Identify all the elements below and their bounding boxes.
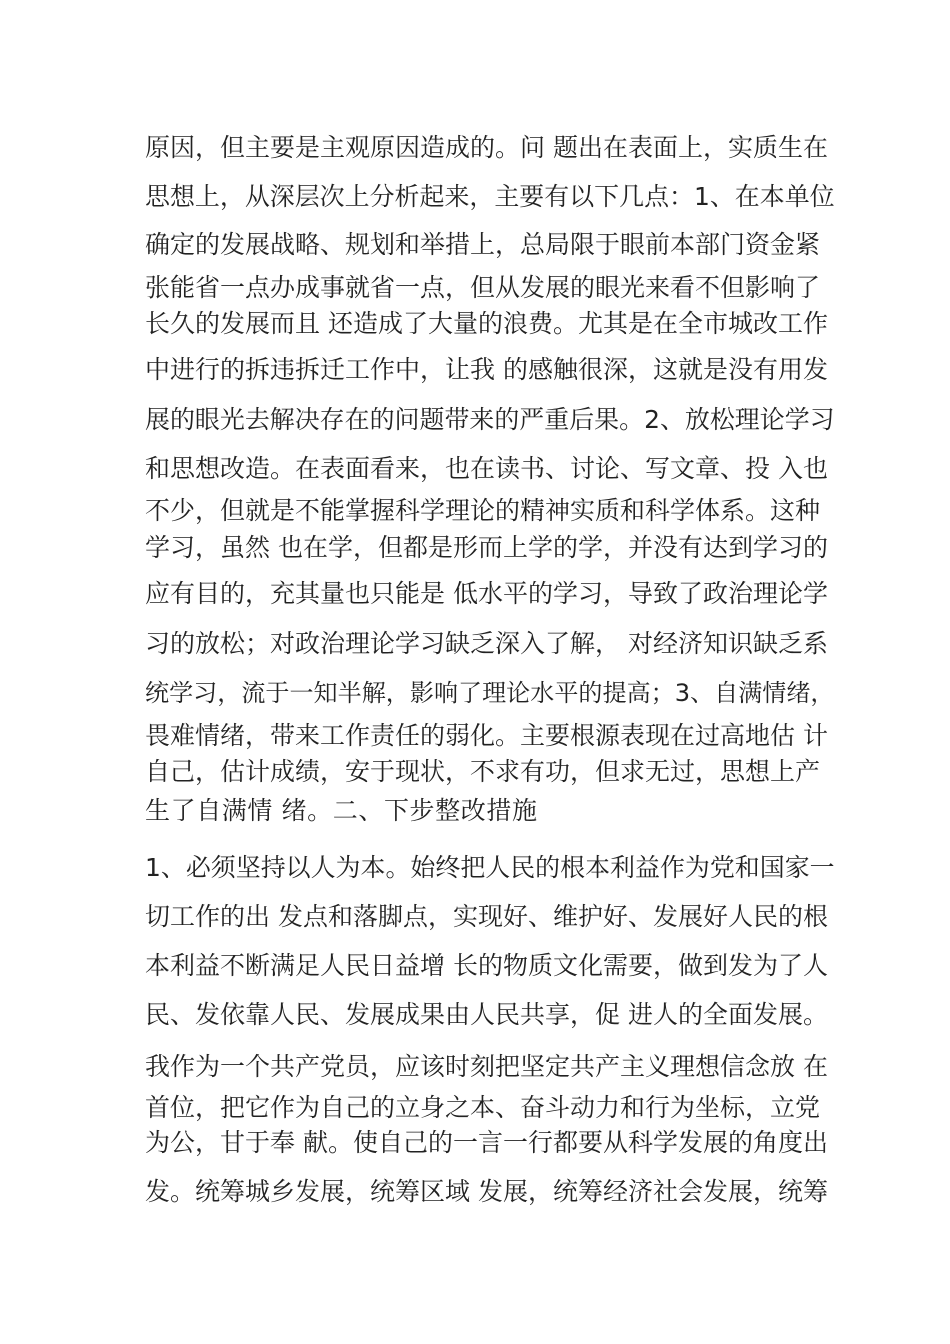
- text-line: 自己，估计成绩，安于现状，不求有功，但求无过，思想上产: [145, 757, 821, 786]
- text-line: 切工作的出 发点和落脚点，实现好、维护好、发展好人民的根: [145, 902, 828, 931]
- text-line: 学习，虽然 也在学，但都是形而上学的学，并没有达到学习的: [145, 533, 828, 562]
- text-line: 原因，但主要是主观原因造成的。问 题出在表面上，实质生在: [145, 133, 828, 162]
- text-line: 发。统筹城乡发展，统筹区域 发展，统筹经济社会发展，统筹: [145, 1177, 828, 1206]
- text-line: 为公，甘于奉 献。使自己的一言一行都要从科学发展的角度出: [145, 1128, 828, 1157]
- text-line: 确定的发展战略、规划和举措上，总局限于眼前本部门资金紧: [145, 230, 821, 259]
- text-line: 思想上，从深层次上分析起来，主要有以下几点：1、在本单位: [145, 182, 835, 211]
- text-line: 展的眼光去解决存在的问题带来的严重后果。2、放松理论学习: [145, 405, 835, 434]
- text-line: 民、发依靠人民、发展成果由人民共享，促 进人的全面发展。: [145, 1000, 828, 1029]
- text-line: 1、必须坚持以人为本。始终把人民的根本利益作为党和国家一: [145, 853, 835, 882]
- text-line: 我作为一个共产党员，应该时刻把坚定共产主义理想信念放 在: [145, 1052, 828, 1081]
- text-line: 张能省一点办成事就省一点，但从发展的眼光来看不但影响了: [145, 273, 821, 302]
- text-line: 和思想改造。在表面看来，也在读书、讨论、写文章、投 入也: [145, 454, 828, 483]
- text-line: 生了自满情 绪。二、下步整改措施: [145, 796, 538, 825]
- text-line: 习的放松；对政治理论学习缺乏深入了解， 对经济知识缺乏系: [145, 629, 828, 658]
- text-line: 不少，但就是不能掌握科学理论的精神实质和科学体系。这种: [145, 496, 821, 525]
- text-line: 统学习，流于一知半解，影响了理论水平的提高；3、自满情绪，: [145, 679, 835, 707]
- text-line: 畏难情绪，带来工作责任的弱化。主要根源表现在过高地估 计: [145, 721, 828, 750]
- text-line: 首位，把它作为自己的立身之本、奋斗动力和行为坐标，立党: [145, 1093, 821, 1122]
- text-line: 中进行的拆违拆迁工作中，让我 的感触很深，这就是没有用发: [145, 355, 828, 384]
- text-line: 本利益不断满足人民日益增 长的物质文化需要，做到发为了人: [145, 951, 828, 980]
- text-line: 应有目的，充其量也只能是 低水平的学习，导致了政治理论学: [145, 579, 828, 608]
- text-line: 长久的发展而且 还造成了大量的浪费。尤其是在全市城改工作: [145, 309, 828, 338]
